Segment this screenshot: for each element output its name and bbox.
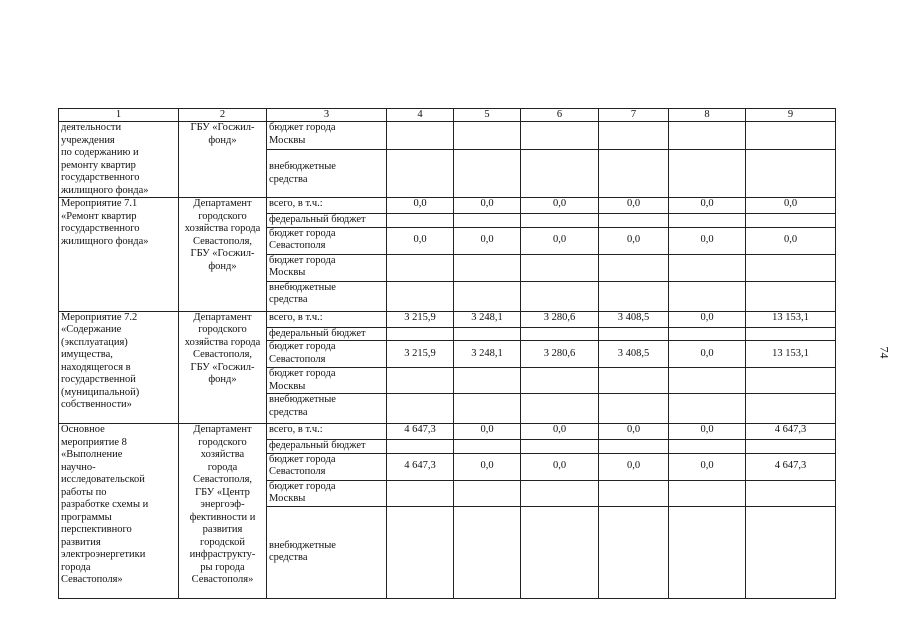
cell-line: внебюджетные: [269, 281, 336, 293]
value-cell-col6: 3 280,6: [521, 311, 599, 327]
value-cell-col6: [521, 440, 599, 454]
cell-line: Москвы: [269, 267, 306, 278]
cell-line: жилищного фонда»: [61, 235, 149, 247]
value-cell-col7: [599, 480, 669, 506]
value-cell-col8: [669, 150, 746, 198]
funding-source-cell: [267, 424, 387, 440]
cell-line: ремонту квартир: [61, 159, 136, 171]
funding-source-cell: [267, 311, 387, 327]
value-cell-col6: 3 280,6: [521, 341, 599, 368]
value-cell-col9: [746, 440, 836, 454]
col-header-5: 5: [454, 109, 521, 122]
value-cell-col4: [387, 440, 454, 454]
value-cell-col5: [454, 254, 521, 281]
cell-line: (муниципальной): [61, 386, 140, 398]
value-cell-col8: [669, 327, 746, 341]
cell-line: государственного: [61, 223, 140, 234]
value-cell-col8: 0,0: [669, 198, 746, 214]
cell-line: инфраструкту-: [189, 549, 256, 560]
cell-line: государственного: [61, 172, 140, 183]
funding-source-cell: [267, 227, 387, 254]
executor-cell: [179, 311, 267, 424]
funding-source-cell: [267, 327, 387, 341]
cell-line: «Ремонт квартир: [61, 210, 137, 222]
value-cell-col7: [599, 122, 669, 150]
value-cell-col7: [599, 281, 669, 311]
funding-source-cell: [267, 254, 387, 281]
value-cell-col4: [387, 214, 454, 228]
value-cell-col7: [599, 506, 669, 598]
cell-line: Департамент: [193, 311, 252, 323]
value-cell-col7: [599, 327, 669, 341]
cell-line: бюджет города: [269, 122, 336, 133]
cell-line: городского: [198, 436, 247, 448]
cell-line: города: [207, 461, 238, 473]
value-cell-col9: 13 153,1: [746, 341, 836, 368]
value-cell-col9: 13 153,1: [746, 311, 836, 327]
cell-line: Москвы: [269, 134, 306, 146]
funding-source-cell: [267, 506, 387, 598]
cell-line: федеральный бюджет: [269, 214, 366, 225]
cell-line: собственности»: [61, 399, 132, 410]
value-cell-col7: [599, 254, 669, 281]
value-cell-col6: 0,0: [521, 227, 599, 254]
value-cell-col4: 3 215,9: [387, 341, 454, 368]
cell-line: внебюджетные: [269, 161, 336, 172]
cell-line: фонд»: [208, 260, 237, 272]
value-cell-col6: [521, 281, 599, 311]
cell-line: бюджет города: [269, 341, 336, 352]
cell-line: фонд»: [208, 134, 237, 146]
funding-source-cell: [267, 281, 387, 311]
cell-line: жилищного фонда»: [61, 184, 149, 196]
value-cell-col5: 0,0: [454, 453, 521, 480]
cell-line: Севастополя,: [192, 474, 253, 485]
cell-line: перспективного: [61, 524, 132, 535]
value-cell-col5: [454, 440, 521, 454]
value-cell-col6: 0,0: [521, 424, 599, 440]
cell-line: «Содержание: [61, 324, 122, 335]
value-cell-col7: [599, 214, 669, 228]
value-cell-col4: 4 647,3: [387, 453, 454, 480]
cell-line: Мероприятие 7.1: [61, 198, 138, 209]
funding-source-cell: [267, 453, 387, 480]
value-cell-col8: 0,0: [669, 453, 746, 480]
cell-line: энергоэф-: [200, 499, 245, 510]
cell-line: по содержанию и: [61, 147, 139, 158]
col-header-3: 3: [267, 109, 387, 122]
value-cell-col5: 3 248,1: [454, 341, 521, 368]
value-cell-col9: [746, 480, 836, 506]
funding-source-cell: [267, 480, 387, 506]
cell-line: находящегося в: [61, 361, 131, 373]
cell-line: ры города: [200, 561, 245, 573]
value-cell-col9: 0,0: [746, 227, 836, 254]
cell-line: Севастополя: [269, 240, 326, 251]
cell-line: средства: [269, 294, 308, 305]
cell-line: исследовательской: [61, 474, 145, 485]
cell-line: Севастополя»: [191, 574, 254, 585]
cell-line: работы по: [61, 486, 107, 498]
cell-line: развития: [61, 536, 101, 548]
executor-cell: [179, 424, 267, 599]
value-cell-col8: [669, 122, 746, 150]
cell-line: бюджет города: [269, 480, 336, 492]
col-header-2: 2: [179, 109, 267, 122]
value-cell-col7: [599, 368, 669, 394]
value-cell-col5: [454, 327, 521, 341]
col-header-9: 9: [746, 109, 836, 122]
activity-cell: [59, 424, 179, 599]
cell-line: фективности и: [189, 511, 256, 523]
value-cell-col4: [387, 150, 454, 198]
value-cell-col4: [387, 122, 454, 150]
cell-line: средства: [269, 406, 308, 418]
col-header-1: 1: [59, 109, 179, 122]
cell-line: Севастополя,: [192, 349, 253, 360]
cell-line: ГБУ «Госжил-: [190, 248, 255, 259]
activity-cell: [59, 311, 179, 424]
value-cell-col6: [521, 480, 599, 506]
cell-line: федеральный бюджет: [269, 327, 366, 339]
value-cell-col5: [454, 150, 521, 198]
value-cell-col9: [746, 254, 836, 281]
cell-line: Основное: [61, 424, 105, 435]
value-cell-col4: [387, 281, 454, 311]
cell-line: развития: [202, 524, 243, 535]
cell-line: государственной: [61, 374, 136, 385]
value-cell-col9: 4 647,3: [746, 424, 836, 440]
value-cell-col5: [454, 122, 521, 150]
funding-source-cell: [267, 214, 387, 228]
value-cell-col4: [387, 480, 454, 506]
cell-line: ГБУ «Госжил-: [190, 361, 255, 373]
value-cell-col6: [521, 368, 599, 394]
value-cell-col6: [521, 506, 599, 598]
funding-source-cell: [267, 341, 387, 368]
value-cell-col5: [454, 214, 521, 228]
activity-cell: [59, 122, 179, 198]
funding-source-cell: [267, 150, 387, 198]
value-cell-col5: 3 248,1: [454, 311, 521, 327]
cell-line: бюджет города: [269, 227, 336, 239]
value-cell-col7: [599, 394, 669, 424]
table-row: [59, 122, 836, 150]
value-cell-col4: [387, 394, 454, 424]
cell-line: хозяйства города: [184, 336, 261, 348]
value-cell-col5: 0,0: [454, 424, 521, 440]
value-cell-col8: [669, 214, 746, 228]
cell-line: Севастополя: [269, 466, 326, 477]
executor-cell: [179, 198, 267, 312]
cell-line: всего, в т.ч.:: [269, 198, 323, 209]
value-cell-col7: 0,0: [599, 227, 669, 254]
cell-line: Севастополя,: [192, 235, 253, 247]
value-cell-col5: [454, 480, 521, 506]
value-cell-col6: [521, 122, 599, 150]
cell-line: всего, в т.ч.:: [269, 311, 323, 323]
table-row: [59, 424, 836, 440]
value-cell-col8: 0,0: [669, 424, 746, 440]
cell-line: имущества,: [61, 349, 113, 360]
value-cell-col6: [521, 394, 599, 424]
cell-line: ГБУ «Центр: [195, 486, 250, 498]
cell-line: Департамент: [193, 198, 252, 209]
value-cell-col6: 0,0: [521, 453, 599, 480]
cell-line: хозяйства: [200, 449, 245, 460]
cell-line: внебюджетные: [269, 539, 336, 551]
value-cell-col8: [669, 281, 746, 311]
executor-cell: [179, 122, 267, 198]
cell-line: городского: [198, 210, 247, 222]
value-cell-col9: 0,0: [746, 198, 836, 214]
value-cell-col6: 0,0: [521, 198, 599, 214]
funding-source-cell: [267, 440, 387, 454]
value-cell-col8: [669, 480, 746, 506]
value-cell-col5: [454, 394, 521, 424]
cell-line: фонд»: [208, 374, 237, 385]
value-cell-col8: 0,0: [669, 341, 746, 368]
value-cell-col4: [387, 506, 454, 598]
value-cell-col7: 0,0: [599, 453, 669, 480]
cell-line: Департамент: [193, 424, 252, 435]
value-cell-col5: 0,0: [454, 227, 521, 254]
cell-line: бюджет города: [269, 254, 336, 266]
cell-line: программы: [61, 511, 112, 523]
value-cell-col9: [746, 506, 836, 598]
value-cell-col6: [521, 254, 599, 281]
cell-line: «Выполнение: [61, 449, 123, 460]
value-cell-col4: [387, 254, 454, 281]
value-cell-col4: 4 647,3: [387, 424, 454, 440]
value-cell-col9: 4 647,3: [746, 453, 836, 480]
value-cell-col4: [387, 368, 454, 394]
col-header-8: 8: [669, 109, 746, 122]
cell-line: Москвы: [269, 380, 306, 392]
value-cell-col9: [746, 214, 836, 228]
value-cell-col5: [454, 506, 521, 598]
value-cell-col5: [454, 368, 521, 394]
value-cell-col6: [521, 327, 599, 341]
cell-line: Севастополя»: [61, 574, 123, 585]
value-cell-col6: [521, 214, 599, 228]
value-cell-col9: [746, 368, 836, 394]
value-cell-col9: [746, 122, 836, 150]
cell-line: научно-: [61, 461, 96, 473]
cell-line: учреждения: [61, 134, 115, 146]
header-row: [59, 109, 836, 122]
value-cell-col7: 3 408,5: [599, 311, 669, 327]
cell-line: средства: [269, 552, 308, 563]
table-body: [59, 109, 836, 599]
value-cell-col7: 0,0: [599, 424, 669, 440]
value-cell-col8: [669, 368, 746, 394]
cell-line: разработке схемы и: [61, 499, 149, 510]
cell-line: всего, в т.ч.:: [269, 424, 323, 435]
budget-table: [58, 108, 836, 599]
value-cell-col7: 0,0: [599, 198, 669, 214]
col-header-4: 4: [387, 109, 454, 122]
value-cell-col5: [454, 281, 521, 311]
cell-line: ГБУ «Госжил-: [190, 122, 255, 133]
value-cell-col7: [599, 440, 669, 454]
cell-line: деятельности: [61, 122, 122, 133]
value-cell-col8: [669, 394, 746, 424]
value-cell-col8: 0,0: [669, 227, 746, 254]
page-number: 74: [877, 346, 892, 359]
value-cell-col5: 0,0: [454, 198, 521, 214]
funding-source-cell: [267, 122, 387, 150]
cell-line: города: [61, 561, 91, 573]
cell-line: Мероприятие 7.2: [61, 311, 138, 323]
cell-line: городской: [200, 536, 245, 548]
value-cell-col8: 0,0: [669, 311, 746, 327]
funding-source-cell: [267, 394, 387, 424]
value-cell-col9: [746, 150, 836, 198]
cell-line: средства: [269, 173, 308, 185]
cell-line: федеральный бюджет: [269, 440, 366, 451]
cell-line: мероприятие 8: [61, 436, 127, 448]
value-cell-col8: [669, 506, 746, 598]
value-cell-col6: [521, 150, 599, 198]
value-cell-col4: 3 215,9: [387, 311, 454, 327]
value-cell-col4: [387, 327, 454, 341]
value-cell-col9: [746, 281, 836, 311]
cell-line: хозяйства города: [184, 223, 261, 234]
value-cell-col7: 3 408,5: [599, 341, 669, 368]
col-header-6: 6: [521, 109, 599, 122]
cell-line: бюджет города: [269, 453, 336, 465]
cell-line: (эксплуатация): [61, 336, 128, 348]
cell-line: бюджет города: [269, 368, 336, 379]
activity-cell: [59, 198, 179, 312]
cell-line: внебюджетные: [269, 394, 336, 405]
value-cell-col8: [669, 440, 746, 454]
funding-source-cell: [267, 368, 387, 394]
col-header-7: 7: [599, 109, 669, 122]
value-cell-col9: [746, 394, 836, 424]
cell-line: Севастополя: [269, 353, 326, 365]
value-cell-col4: 0,0: [387, 198, 454, 214]
table-row: [59, 198, 836, 214]
funding-source-cell: [267, 198, 387, 214]
cell-line: электроэнергетики: [61, 549, 146, 560]
table-row: [59, 311, 836, 327]
value-cell-col8: [669, 254, 746, 281]
cell-line: Москвы: [269, 493, 306, 504]
value-cell-col9: [746, 327, 836, 341]
value-cell-col4: 0,0: [387, 227, 454, 254]
value-cell-col7: [599, 150, 669, 198]
cell-line: городского: [198, 324, 247, 335]
